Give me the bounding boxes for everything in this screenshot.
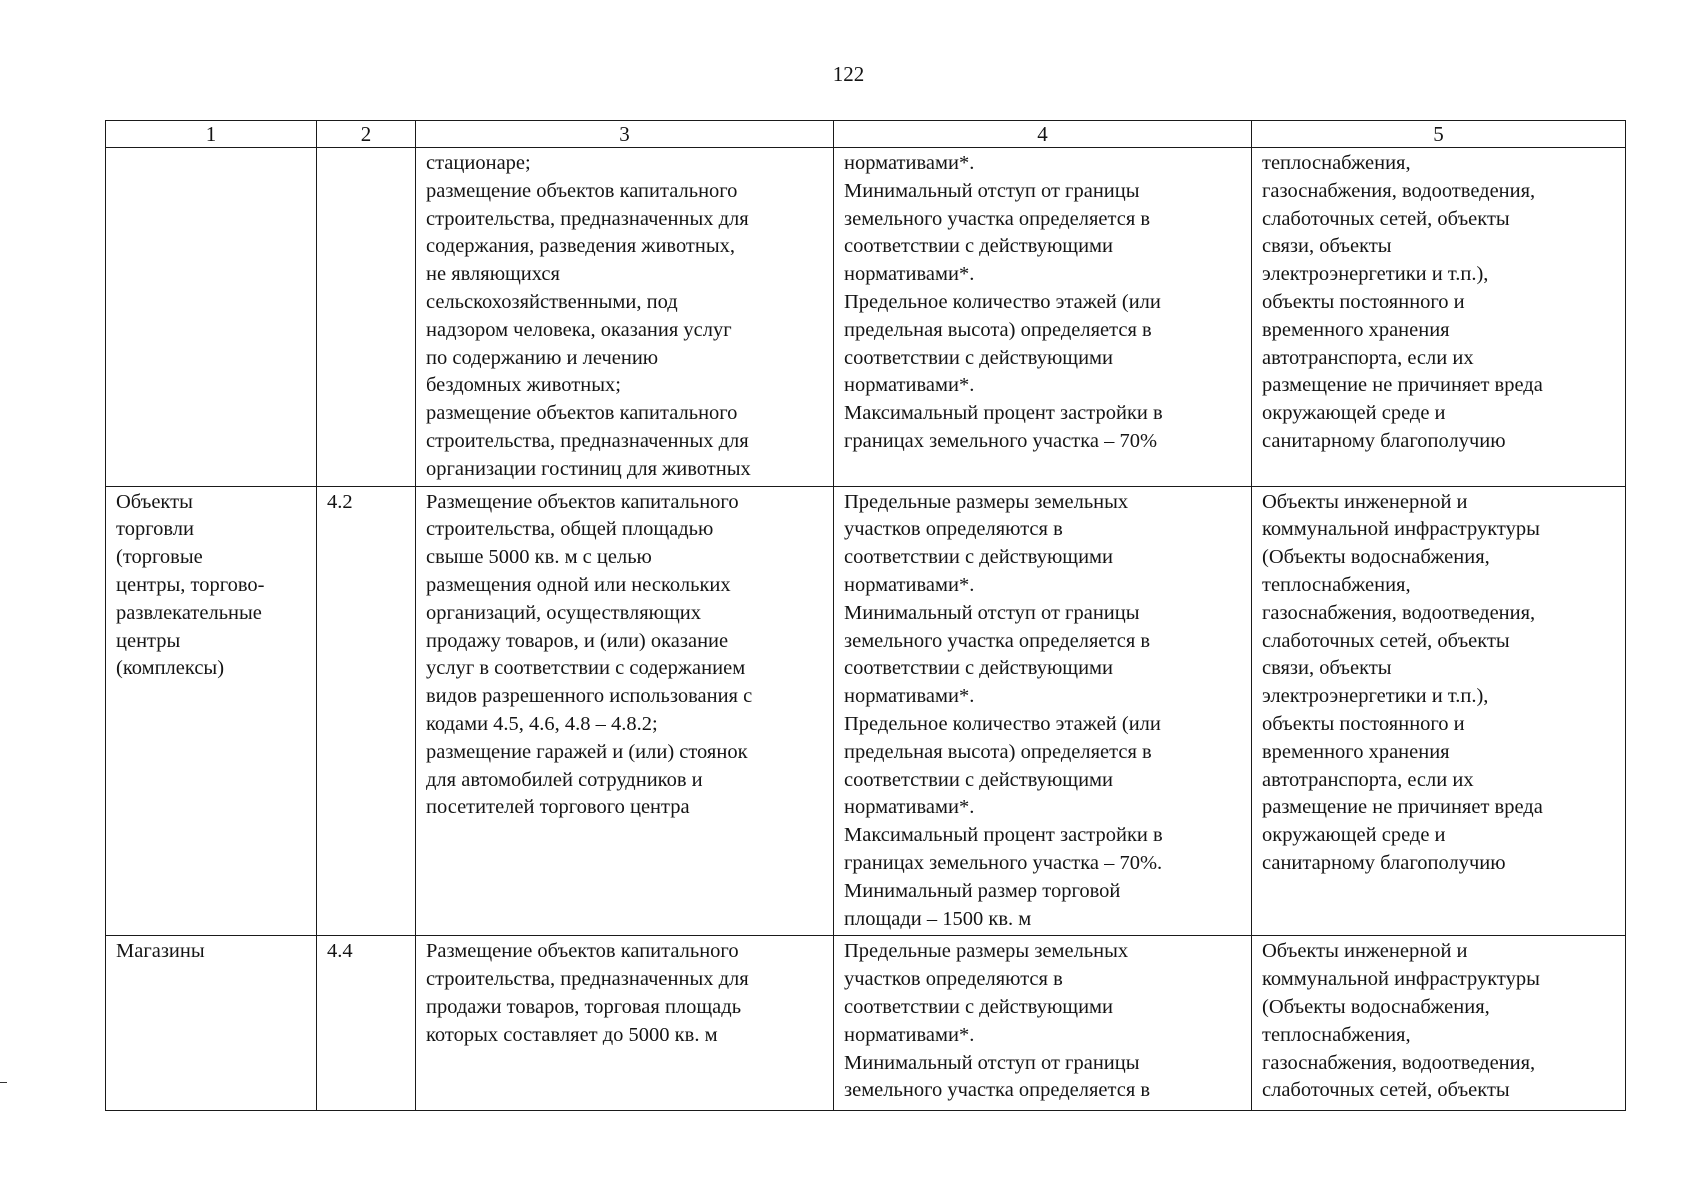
cell-text-line: Объекты инженерной и <box>1262 490 1468 513</box>
cell-text-line: предельная высота) определяется в <box>844 318 1152 341</box>
header-col-5: 5 <box>1252 121 1626 148</box>
cell-text-line: (комплексы) <box>116 657 225 680</box>
cell-text-line: предельная высота) определяется в <box>844 740 1152 763</box>
cell-text-line: Минимальный отступ от границы <box>844 179 1140 202</box>
cell-text-line: нормативами*. <box>844 263 975 286</box>
use-name-cell <box>106 486 317 936</box>
cell-text-line: строительства, предназначенных для <box>426 207 749 230</box>
cell-text-line: продажу товаров, и (или) оказание <box>426 629 729 652</box>
parameters-cell <box>834 148 1252 487</box>
cell-text-line: кодами 4.5, 4.6, 4.8 – 4.8.2; <box>426 712 658 735</box>
cell-text-line: временного хранения <box>1262 318 1450 341</box>
cell-text-line: размещение не причиняет вреда <box>1262 374 1543 397</box>
cell-text-line: соответствии с действующими <box>844 235 1113 258</box>
use-code-cell <box>317 148 416 487</box>
cell-text-line: автотранспорта, если их <box>1262 346 1474 369</box>
cell-text-line: Минимальный отступ от границы <box>844 601 1140 624</box>
use-description-cell <box>416 148 834 487</box>
cell-text-line: Магазины <box>116 940 205 963</box>
cell-text-line: строительства, общей площадью <box>426 518 714 541</box>
cell-text-line: стационаре; <box>426 152 531 174</box>
cell-text-line: сельскохозяйственными, под <box>426 290 678 313</box>
cell-text-line: теплоснабжения, <box>1262 573 1411 596</box>
cell-text-line: строительства, предназначенных для <box>426 429 749 452</box>
cell-text-line: нормативами*. <box>844 374 975 397</box>
cell-text-line: нормативами*. <box>844 796 975 819</box>
cell-text-line: объекты постоянного и <box>1262 712 1465 735</box>
cell-text-line: коммунальной инфраструктуры <box>1262 968 1540 991</box>
cell-text-line: электроэнергетики и т.п.), <box>1262 685 1489 708</box>
cell-text-line: соответствии с действующими <box>844 346 1113 369</box>
header-col-1: 1 <box>106 121 317 148</box>
header-row <box>106 121 1626 148</box>
cell-text-line: газоснабжения, водоотведения, <box>1262 1051 1536 1074</box>
margin-mark <box>0 1082 7 1083</box>
cell-text-line: соответствии с действующими <box>844 657 1113 680</box>
cell-text-line: границах земельного участка – 70% <box>844 429 1158 452</box>
cell-text-line: услуг в соответствии с содержанием <box>426 657 746 680</box>
cell-text-line: связи, объекты <box>1262 235 1392 258</box>
use-description-cell <box>416 486 834 936</box>
cell-text-line: участков определяются в <box>844 518 1063 541</box>
cell-text-line: газоснабжения, водоотведения, <box>1262 601 1536 624</box>
cell-text-line: границах земельного участка – 70%. <box>844 851 1163 874</box>
cell-text-line: размещение объектов капитального <box>426 402 738 425</box>
cell-text-line: Объекты <box>116 490 193 513</box>
cell-text-line: свыше 5000 кв. м с целью <box>426 546 652 569</box>
cell-text-line: торговли <box>116 518 194 541</box>
cell-text-line: (торговые <box>116 546 203 569</box>
cell-text-line: Максимальный процент застройки в <box>844 402 1163 425</box>
use-name-cell <box>106 148 317 487</box>
cell-text-line: нормативами*. <box>844 1023 975 1046</box>
cell-text-line: центры, торгово- <box>116 573 265 596</box>
cell-text-line: участков определяются в <box>844 968 1063 991</box>
cell-text-line: окружающей среде и <box>1262 824 1446 847</box>
cell-text-line: для автомобилей сотрудников и <box>426 768 703 791</box>
cell-text-line: Предельные размеры земельных <box>844 490 1129 513</box>
cell-text-line: (Объекты водоснабжения, <box>1262 995 1490 1018</box>
cell-text-line: строительства, предназначенных для <box>426 968 749 991</box>
cell-text-line: окружающей среде и <box>1262 402 1446 425</box>
cell-text-line: временного хранения <box>1262 740 1450 763</box>
cell-text-line: видов разрешенного использования с <box>426 685 753 708</box>
use-code-cell: 4.2 <box>317 486 416 936</box>
cell-text-line: слаботочных сетей, объекты <box>1262 1079 1510 1102</box>
cell-text-line: Объекты инженерной и <box>1262 940 1468 963</box>
cell-text-line: газоснабжения, водоотведения, <box>1262 179 1536 202</box>
auxiliary-uses-cell <box>1252 148 1626 487</box>
auxiliary-uses-cell <box>1252 936 1626 1111</box>
cell-text-line: центры <box>116 629 181 652</box>
cell-text-line: соответствии с действующими <box>844 995 1113 1018</box>
cell-text-line: (Объекты водоснабжения, <box>1262 546 1490 569</box>
cell-text-line: нормативами*. <box>844 152 975 174</box>
parameters-cell <box>834 486 1252 936</box>
cell-text-line: которых составляет до 5000 кв. м <box>426 1023 718 1046</box>
cell-text-line: размещение не причиняет вреда <box>1262 796 1543 819</box>
cell-text-line: соответствии с действующими <box>844 768 1113 791</box>
use-description-cell <box>416 936 834 1111</box>
cell-text-line: размещения одной или нескольких <box>426 573 731 596</box>
cell-text-line: слаботочных сетей, объекты <box>1262 207 1510 230</box>
cell-text-line: земельного участка определяется в <box>844 629 1151 652</box>
cell-text-line: Размещение объектов капитального <box>426 490 739 513</box>
cell-text-line: земельного участка определяется в <box>844 207 1151 230</box>
cell-text-line: развлекательные <box>116 601 262 624</box>
cell-text-line: Предельные размеры земельных <box>844 940 1129 963</box>
zoning-table <box>105 120 1626 1111</box>
cell-text-line: слаботочных сетей, объекты <box>1262 629 1510 652</box>
table-row <box>106 936 1626 1111</box>
cell-text-line: нормативами*. <box>844 685 975 708</box>
cell-text-line: соответствии с действующими <box>844 546 1113 569</box>
cell-text-line: бездомных животных; <box>426 374 621 397</box>
cell-text-line: автотранспорта, если их <box>1262 768 1474 791</box>
auxiliary-uses-cell <box>1252 486 1626 936</box>
cell-text-line: санитарному благополучию <box>1262 851 1506 874</box>
cell-text-line: организаций, осуществляющих <box>426 601 701 624</box>
cell-text-line: Предельное количество этажей (или <box>844 712 1161 735</box>
header-col-3: 3 <box>416 121 834 148</box>
cell-text-line: теплоснабжения, <box>1262 1023 1411 1046</box>
table-row <box>106 486 1626 936</box>
cell-text-line: земельного участка определяется в <box>844 1079 1151 1102</box>
cell-text-line: размещение гаражей и (или) стоянок <box>426 740 748 763</box>
cell-text-line: объекты постоянного и <box>1262 290 1465 313</box>
parameters-cell <box>834 936 1252 1111</box>
cell-text-line: содержания, разведения животных, <box>426 235 736 258</box>
cell-text-line: теплоснабжения, <box>1262 152 1411 174</box>
cell-text-line: продажи товаров, торговая площадь <box>426 995 742 1018</box>
cell-text-line: не являющихся <box>426 263 560 286</box>
cell-text-line: по содержанию и лечению <box>426 346 659 369</box>
cell-text-line: Размещение объектов капитального <box>426 940 739 963</box>
cell-text-line: Предельное количество этажей (или <box>844 290 1161 313</box>
cell-text-line: Минимальный размер торговой <box>844 879 1121 902</box>
cell-text-line: организации гостиниц для животных <box>426 457 751 480</box>
header-col-4: 4 <box>834 121 1252 148</box>
cell-text-line: электроэнергетики и т.п.), <box>1262 263 1489 286</box>
cell-text-line: надзором человека, оказания услуг <box>426 318 732 341</box>
cell-text-line: коммунальной инфраструктуры <box>1262 518 1540 541</box>
cell-text-line: связи, объекты <box>1262 657 1392 680</box>
use-code-cell: 4.4 <box>317 936 416 1111</box>
cell-text-line: Минимальный отступ от границы <box>844 1051 1140 1074</box>
use-name-cell <box>106 936 317 1111</box>
cell-text-line: Максимальный процент застройки в <box>844 824 1163 847</box>
cell-text-line: санитарному благополучию <box>1262 429 1506 452</box>
cell-text-line: нормативами*. <box>844 573 975 596</box>
cell-text-line: посетителей торгового центра <box>426 796 690 819</box>
cell-text-line: площади – 1500 кв. м <box>844 907 1032 930</box>
header-col-2: 2 <box>317 121 416 148</box>
page-number: 122 <box>832 62 865 86</box>
cell-text-line: размещение объектов капитального <box>426 179 738 202</box>
table-row <box>106 148 1626 487</box>
